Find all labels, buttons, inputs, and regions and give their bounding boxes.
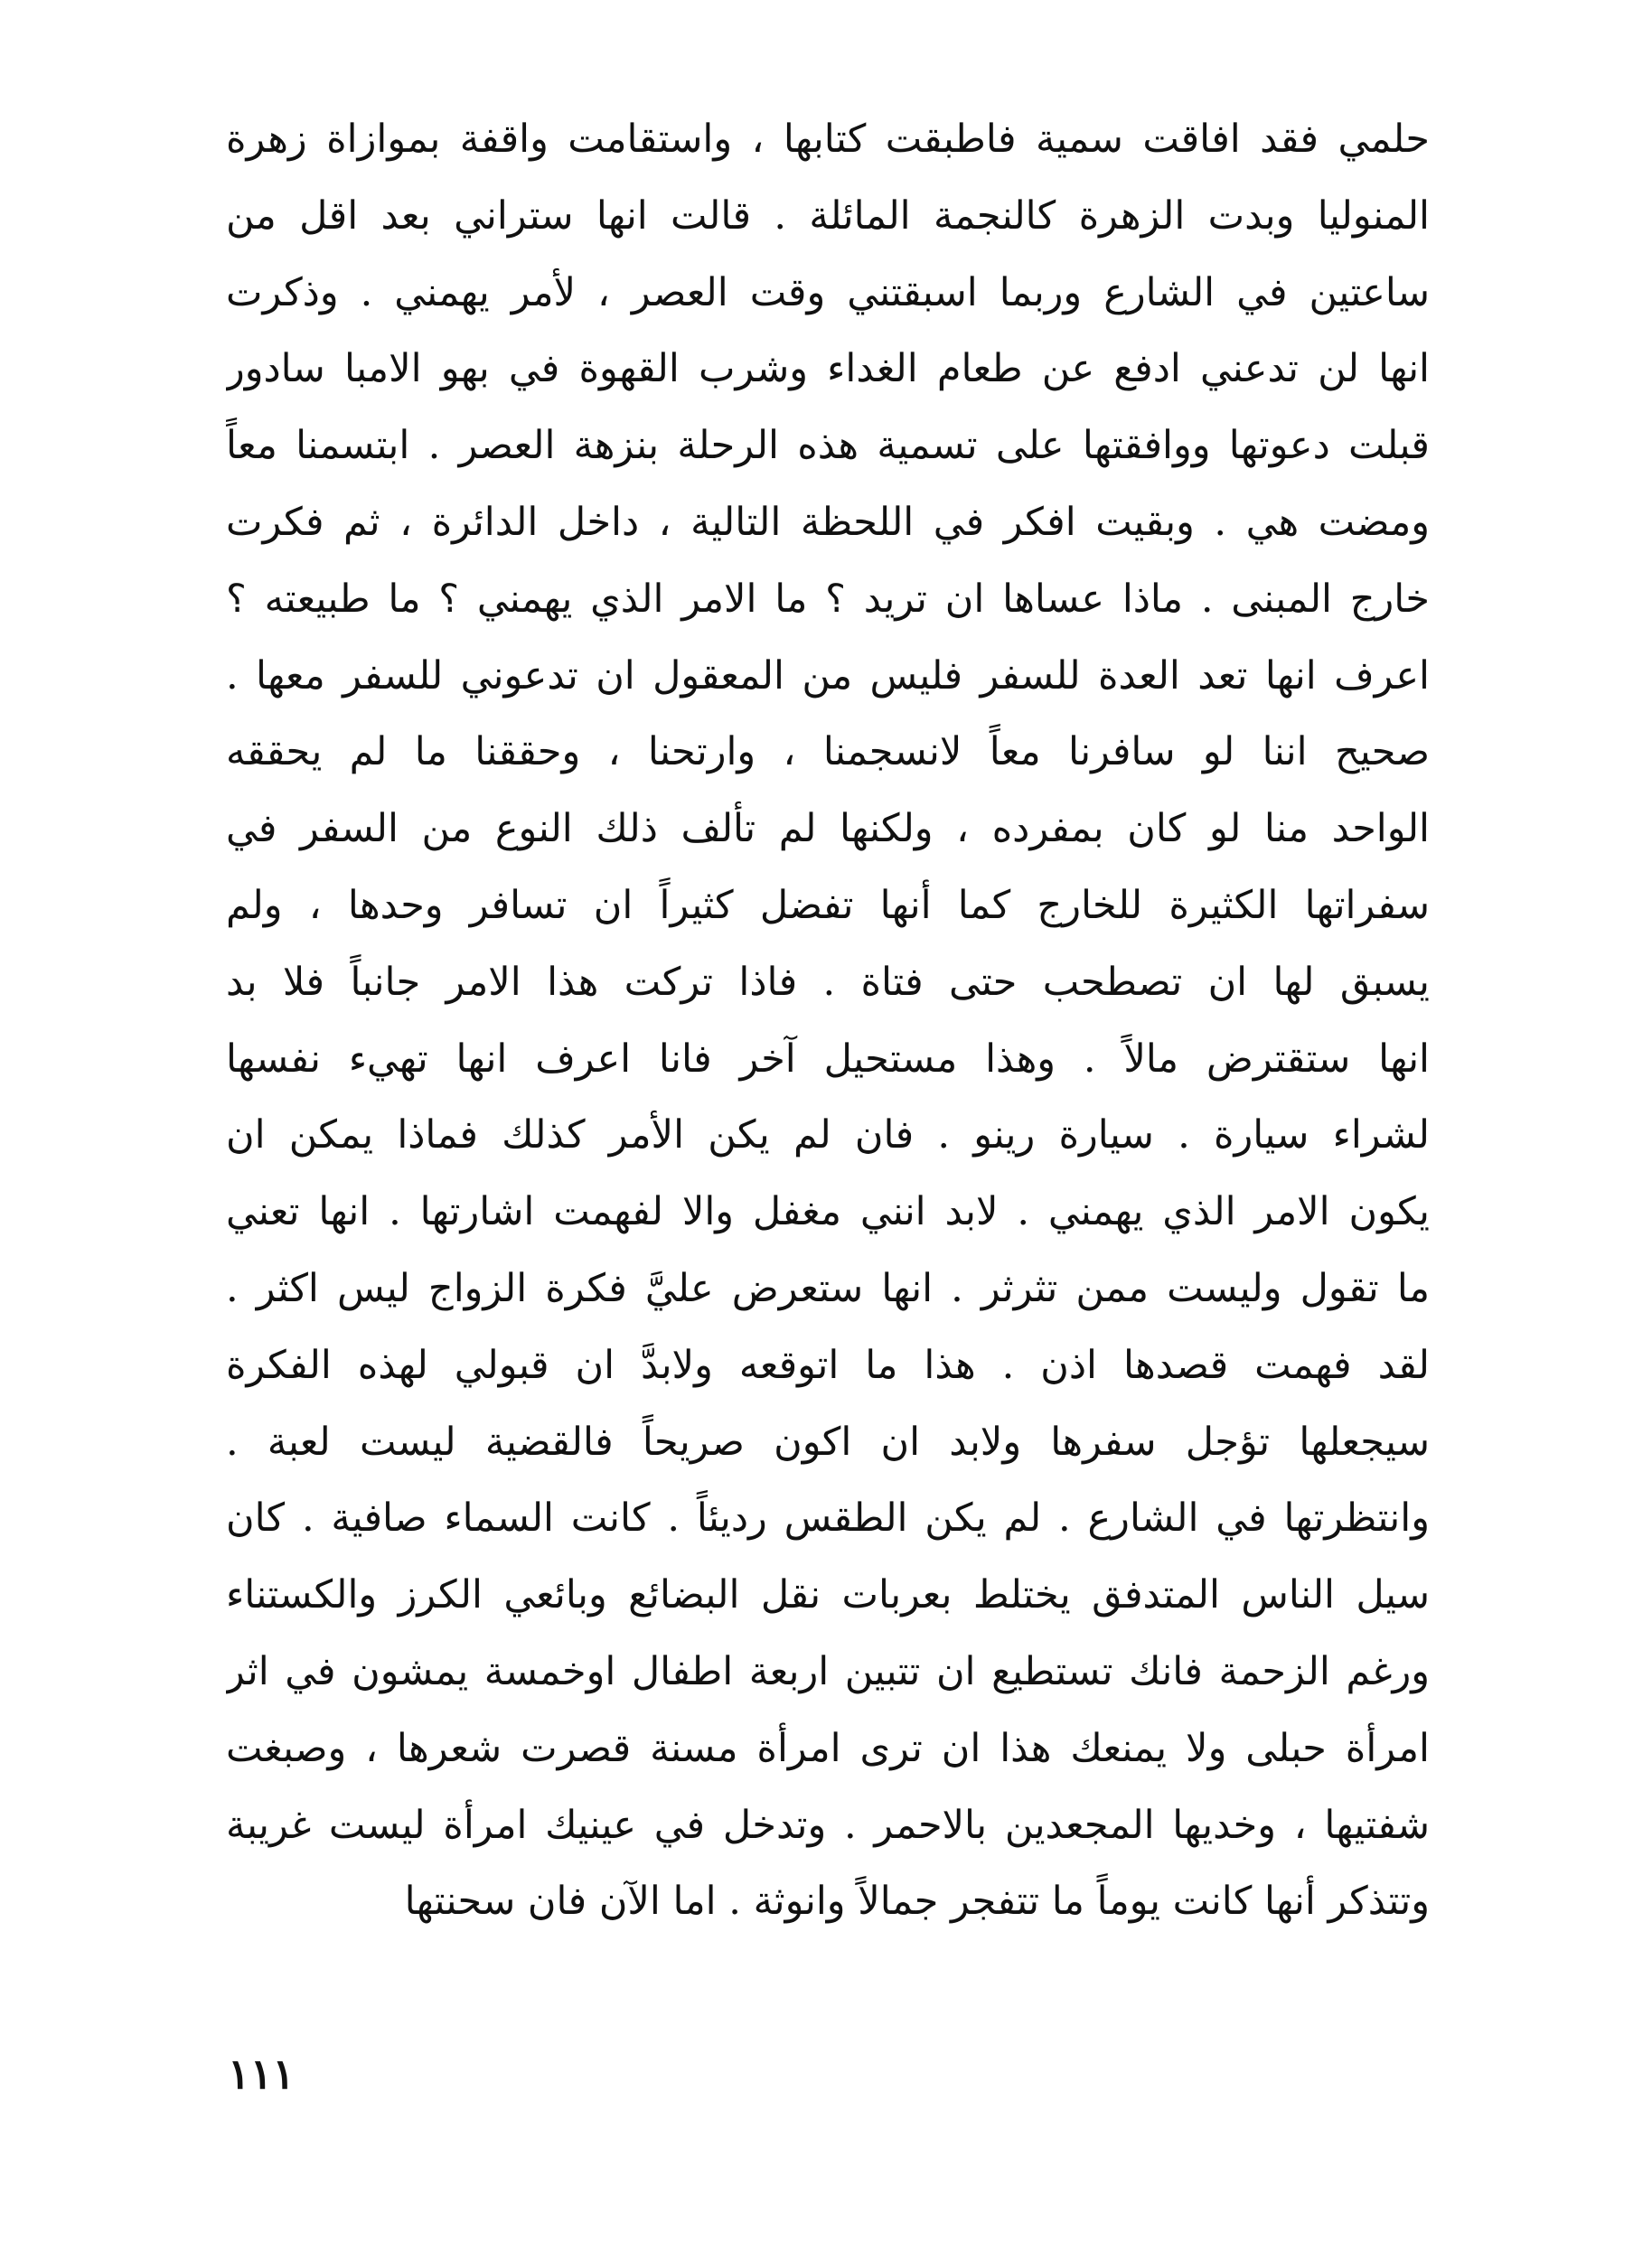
text-line-15: يكون الامر الذي يهمني . لابد انني مغفل والا لفهمت اشارتها . انها تعني [226,1189,1430,1235]
text-line-23: شفتيها ، وخديها المجعدين بالاحمر . وتدخل في عينيك امرأة ليست غريبة [226,1802,1430,1848]
text-line-21: ورغم الزحمة فانك تستطيع ان تتبين اربعة اطفال اوخمسة يمشون في اثر [226,1648,1430,1694]
text-line-16: ما تقول وليست ممن تثرثر . انها ستعرض عليَّ فكرة الزواج ليس اكثر . [226,1265,1430,1311]
text-line-14: لشراء سيارة . سيارة رينو . فان لم يكن الأمر كذلك فماذا يمكن ان [226,1112,1430,1158]
text-line-9: صحيح اننا لو سافرنا معاً لانسجمنا ، وارتحنا ، وحققنا ما لم يحققه [226,729,1430,775]
text-line-6: ومضت هي . وبقيت افكر في اللحظة التالية ، داخل الدائرة ، ثم فكرت [226,499,1430,545]
text-line-5: قبلت دعوتها ووافقتها على تسمية هذه الرحلة بنزهة العصر . ابتسمنا معاً [226,423,1430,469]
text-line-22: امرأة حبلى ولا يمنعك هذا ان ترى امرأة مسنة قصرت شعرها ، وصبغت [226,1725,1430,1771]
text-line-2: المنوليا وبدت الزهرة كالنجمة المائلة . قالت انها ستراني بعد اقل من [226,192,1430,239]
text-line-1: حلمي فقد افاقت سمية فاطبقت كتابها ، واستقامت واقفة بموازاة زهرة [226,117,1430,162]
text-line-18: سيجعلها تؤجل سفرها ولابد ان اكون صريحاً فالقضية ليست لعبة . [226,1419,1430,1465]
text-line-20: سيل الناس المتدفق يختلط بعربات نقل البضائع وبائعي الكرز والكستناء [226,1572,1430,1618]
text-line-17: لقد فهمت قصدها اذن . هذا ما اتوقعه ولابدَّ ان قبولي لهذه الفكرة [226,1342,1430,1388]
text-line-11: سفراتها الكثيرة للخارج كما أنها تفضل كثيراً ان تسافر وحدها ، ولم [226,882,1430,928]
text-line-13: انها ستقترض مالاً . وهذا مستحيل آخر فانا اعرف انها تهيء نفسها [226,1036,1430,1082]
text-line-12: يسبق لها ان تصطحب حتى فتاة . فاذا تركت هذا الامر جانباً فلا بد [226,959,1430,1005]
text-line-7: خارج المبنى . ماذا عساها ان تريد ؟ ما الامر الذي يهمني ؟ ما طبيعته ؟ [226,576,1430,622]
page-number: ١١١ [228,2049,296,2098]
text-line-3: ساعتين في الشارع وربما اسبقتني وقت العصر ، لأمر يهمني . وذكرت [226,269,1430,315]
text-line-10: الواحد منا لو كان بمفرده ، ولكنها لم تألف ذلك النوع من السفر في [226,806,1430,852]
text-line-24: وتتذكر أنها كانت يوماً ما تتفجر جمالاً وانوثة . اما الآن فان سحنتها [404,1879,1430,1925]
body-text [226,101,1430,2017]
text-line-19: وانتظرتها في الشارع . لم يكن الطقس رديئاً . كانت السماء صافية . كان [226,1496,1430,1542]
text-line-8: اعرف انها تعد العدة للسفر فليس من المعقول ان تدعوني للسفر معها . [226,652,1430,699]
text-line-4: انها لن تدعني ادفع عن طعام الغداء وشرب القهوة في بهو الامبا سادور [226,346,1430,392]
